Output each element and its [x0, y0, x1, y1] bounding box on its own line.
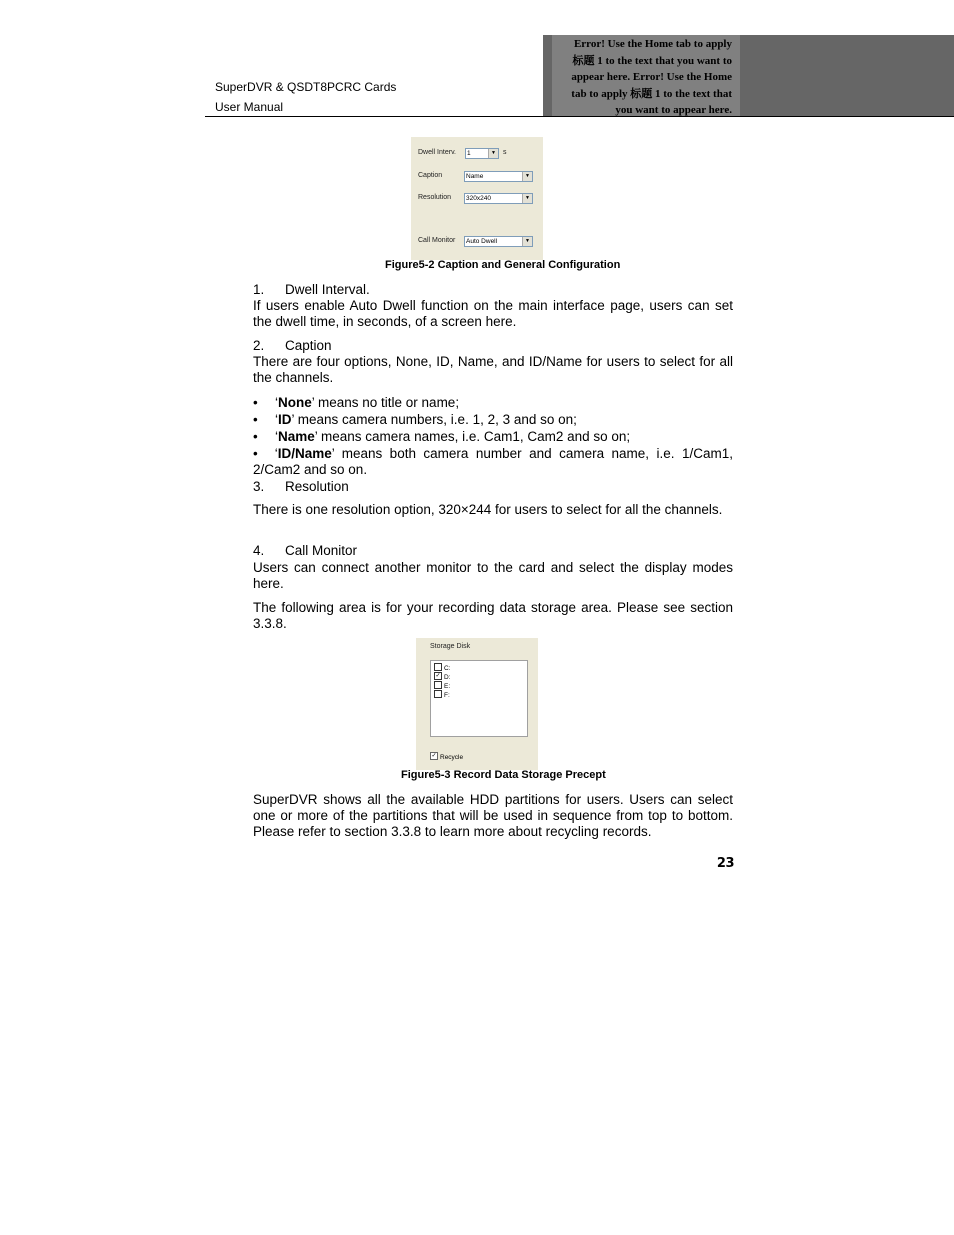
option-description: ’ means no title or name; — [311, 395, 460, 410]
section-body: Users can connect another monitor to the card and select the display modes here. — [253, 560, 733, 591]
drive-item[interactable] — [434, 681, 450, 690]
header-error-line: Error! Use the Home tab to apply — [573, 38, 732, 50]
dwell-unit-label: s — [503, 149, 507, 156]
call-monitor-label: Call Monitor — [418, 237, 456, 244]
section-heading — [253, 479, 733, 495]
caption-config-panel — [411, 137, 543, 260]
drive-label: F: — [444, 692, 450, 699]
caption-select[interactable] — [464, 171, 533, 182]
caption-label: Caption — [418, 172, 443, 179]
header-error-line: appear here. Error! Use the Home — [571, 71, 732, 84]
drive-item[interactable] — [434, 663, 451, 672]
resolution-select[interactable] — [464, 193, 533, 204]
call-monitor-select[interactable] — [464, 236, 533, 247]
dwell-interval-value: 1 — [467, 150, 471, 157]
dwell-interval-select[interactable] — [465, 148, 499, 159]
section-title: Resolution — [285, 479, 349, 494]
section-body: If users enable Auto Dwell function on the main interface page, users can set the dwell time, in seconds, of a screen here. — [253, 298, 733, 329]
bullet-icon: • — [253, 412, 258, 427]
list-item: • ‘None’ means no title or name; — [253, 395, 460, 410]
option-term: Name — [278, 429, 315, 444]
chevron-down-icon[interactable]: ▼ — [488, 149, 498, 158]
dwell-interval-label: Dwell Interv. — [418, 149, 456, 156]
bullet-icon: • — [253, 395, 258, 410]
section-heading — [253, 282, 733, 298]
header-error-line: 标题 1 to the text that you want to — [572, 54, 732, 67]
checkbox[interactable] — [434, 681, 442, 689]
chevron-down-icon[interactable]: ▼ — [522, 194, 532, 203]
bullet-icon: • — [253, 429, 258, 444]
option-description: ’ means both camera number and camera name, i.e. 1/Cam1, 2/Cam2 and so on. — [253, 446, 733, 477]
option-term: ID/Name — [277, 446, 332, 461]
drive-label: E: — [444, 683, 451, 690]
section-heading — [253, 338, 733, 354]
storage-disk-panel — [416, 638, 538, 770]
recycle-option[interactable] — [430, 752, 463, 761]
bullet-icon: • — [253, 446, 258, 461]
storage-intro: The following area is for your recording data storage area. Please see section 3.3.8. — [253, 600, 733, 631]
checkbox-checked[interactable]: ✓ — [435, 673, 441, 679]
chevron-down-icon[interactable]: ▼ — [522, 172, 532, 181]
page-number: 23 — [716, 856, 734, 871]
recycle-label: Recycle — [440, 754, 464, 761]
section-heading — [253, 543, 733, 559]
list-item: • ‘Name’ means camera names, i.e. Cam1, Cam2 and so on; — [253, 429, 631, 444]
drive-label: C: — [444, 665, 451, 672]
call-monitor-value: Auto Dwell — [466, 238, 498, 245]
drive-list[interactable] — [430, 660, 528, 737]
option-term: ID — [278, 412, 292, 427]
section-body: There is one resolution option, 320×244 for users to select for all the channels. — [253, 502, 723, 517]
chevron-down-icon[interactable]: ▼ — [522, 237, 532, 246]
checkbox[interactable] — [434, 663, 442, 671]
resolution-value: 320x240 — [466, 195, 491, 202]
section-title: Caption — [285, 338, 332, 353]
header-shade-right — [740, 35, 954, 116]
storage-disk-label: Storage Disk — [430, 643, 471, 650]
header-title: SuperDVR & QSDT8PCRC Cards — [215, 80, 397, 94]
option-term: None — [278, 395, 312, 410]
resolution-label: Resolution — [418, 194, 452, 201]
checkbox-checked[interactable]: ✓ — [431, 753, 437, 759]
drive-label: D: — [444, 674, 451, 681]
section-number: 3. — [253, 479, 265, 494]
header-subtitle: User Manual — [215, 100, 284, 114]
section-title: Dwell Interval. — [285, 282, 370, 297]
drive-item[interactable] — [434, 690, 450, 699]
header-shade-left — [543, 35, 552, 116]
caption-value: Name — [466, 173, 484, 180]
section-title: Call Monitor — [285, 543, 358, 558]
section-number: 1. — [253, 282, 265, 297]
section-number: 4. — [253, 543, 265, 558]
checkbox[interactable] — [434, 690, 442, 698]
section-body: There are four options, None, ID, Name, and ID/Name for users to select for all the channels. — [253, 354, 733, 385]
section-number: 2. — [253, 338, 265, 353]
figure-caption: Figure5-3 Record Data Storage Precept — [401, 769, 606, 781]
header-rule — [205, 116, 954, 117]
figure-caption: Figure5-2 Caption and General Configuration — [385, 259, 621, 271]
list-item: • ‘ID/Name’ means both camera number and camera name, i.e. 1/Cam1, 2/Cam2 and so on. — [253, 446, 733, 477]
header-error-box — [552, 35, 740, 116]
header-error-line: tab to apply 标题 1 to the text that — [571, 87, 732, 100]
header-error-line: you want to appear here. — [615, 104, 732, 117]
drive-item[interactable] — [434, 672, 451, 681]
option-description: ’ means camera names, i.e. Cam1, Cam2 and so on; — [314, 429, 631, 444]
option-description: ’ means camera numbers, i.e. 1, 2, 3 and so on; — [291, 412, 577, 427]
closing-paragraph: SuperDVR shows all the available HDD partitions for users. Users can select one or more of the partitions that will be used in sequence from top to bottom. Please refer to section 3.3.8 to learn more about recycling records. — [253, 792, 733, 839]
list-item: • ‘ID’ means camera numbers, i.e. 1, 2, 3 and so on; — [253, 412, 577, 427]
